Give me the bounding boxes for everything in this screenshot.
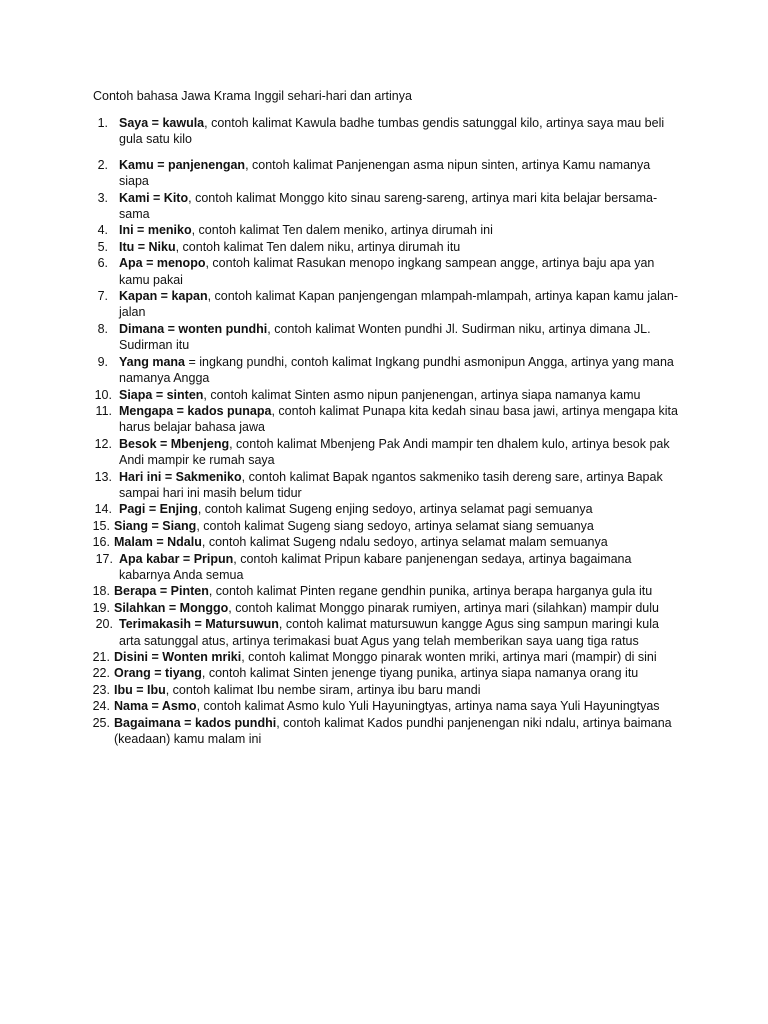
list-item — [0, 616, 768, 649]
list-item — [0, 649, 768, 665]
list-item — [0, 551, 768, 584]
list-item — [0, 469, 768, 502]
list-item — [0, 501, 768, 517]
item-term: Nama = Asmo — [114, 699, 197, 714]
item-term: Bagaimana = kados pundhi — [114, 715, 277, 730]
list-item — [0, 115, 768, 148]
item-text: , contoh kalimat Sinten jenenge tiyang punika, artinya siapa namanya orang itu — [201, 666, 639, 681]
item-text: , contoh kalimat Sugeng siang sedoyo, artinya selamat siang semuanya — [196, 518, 594, 533]
item-text: , contoh kalimat Ten dalem niku, artinya dirumah itu — [175, 239, 461, 254]
item-text: , contoh kalimat Kawula badhe tumbas gendis satunggal kilo, artinya saya mau beli gula satu kilo — [119, 116, 665, 147]
list-item — [0, 387, 768, 403]
list-item — [0, 403, 768, 436]
item-term: Berapa = Pinten — [114, 584, 209, 599]
item-number: 10. — [94, 387, 112, 402]
vocabulary-list — [0, 115, 768, 747]
list-item — [0, 321, 768, 354]
item-term: Terimakasih = Matursuwun — [119, 617, 279, 632]
item-text: , contoh kalimat Sugeng enjing sedoyo, artinya selamat pagi semuanya — [197, 502, 593, 517]
list-item — [0, 583, 768, 599]
list-item — [0, 518, 768, 534]
list-item — [0, 600, 768, 616]
item-number: 7. — [97, 289, 108, 304]
item-text: , contoh kalimat Asmo kulo Yuli Hayuningtyas, artinya nama saya Yuli Hayuningtyas — [196, 699, 660, 714]
item-term: Siapa = sinten — [119, 387, 204, 402]
item-number: 13. — [94, 469, 112, 484]
item-text: , contoh kalimat Ibu nembe siram, artinya ibu baru mandi — [165, 682, 481, 697]
item-number: 4. — [97, 223, 108, 238]
item-number: 15. — [92, 518, 110, 533]
item-text: , contoh kalimat Kados pundhi panjenengan niki ndalu, artinya baimana (keadaan) kamu malam ini — [114, 715, 672, 747]
item-number: 2. — [97, 157, 108, 172]
item-term: Hari ini = Sakmeniko — [119, 469, 242, 484]
list-item — [0, 190, 768, 223]
item-text: , contoh kalimat Monggo pinarak wonten mriki, artinya mari (mampir) di sini — [241, 650, 657, 664]
item-term: Orang = tiyang — [114, 666, 202, 681]
item-text: , contoh kalimat Sinten asmo nipun panjenengan, artinya siapa namanya kamu — [203, 387, 641, 402]
list-item — [0, 222, 768, 238]
item-term: Yang mana — [119, 354, 185, 369]
item-number: 25. — [92, 715, 110, 730]
item-text: , contoh kalimat Mbenjeng Pak Andi mampir ten dhalem kulo, artinya besok pak Andi mampir ke rumah saya — [119, 436, 670, 468]
item-text: , contoh kalimat Punapa kita kedah sinau basa jawi, artinya mengapa kita harus belajar bahasa jawa — [119, 403, 678, 435]
item-term: Besok = Mbenjeng — [119, 436, 230, 451]
item-number: 5. — [97, 239, 108, 254]
item-text: , contoh kalimat Ten dalem meniko, artinya dirumah ini — [191, 223, 493, 238]
item-number: 1. — [97, 116, 108, 130]
item-text: = ingkang pundhi, contoh kalimat Ingkang pundhi asmonipun Angga, artinya yang mana namanya Angga — [119, 354, 674, 386]
item-number: 24. — [92, 699, 110, 714]
item-number: 23. — [92, 682, 110, 697]
item-number: 21. — [92, 650, 110, 664]
item-text: , contoh kalimat Panjenengan asma nipun sinten, artinya Kamu namanya siapa — [119, 157, 651, 189]
list-item — [0, 354, 768, 387]
item-term: Kapan = kapan — [119, 289, 208, 304]
list-item — [0, 255, 768, 288]
item-number: 16. — [92, 535, 110, 550]
item-text: , contoh kalimat Wonten pundhi Jl. Sudirman niku, artinya dimana JL. Sudirman itu — [119, 321, 651, 353]
document-title: Contoh bahasa Jawa Krama Inggil sehari-hari dan artinya — [93, 89, 412, 103]
item-term: Dimana = wonten pundhi — [119, 321, 268, 336]
item-term: Apa kabar = Pripun — [119, 551, 234, 566]
list-item — [0, 157, 768, 190]
list-item — [0, 715, 768, 748]
item-number: 14. — [94, 502, 112, 517]
item-number: 3. — [97, 190, 108, 205]
item-term: Disini = Wonten mriki — [114, 650, 242, 664]
item-number: 8. — [97, 321, 108, 336]
item-term: Apa = menopo — [119, 256, 206, 271]
item-number: 12. — [94, 436, 112, 451]
item-number: 17. — [95, 551, 113, 566]
list-item — [0, 665, 768, 681]
item-term: Siang = Siang — [114, 518, 197, 533]
item-text: , contoh kalimat Kapan panjengengan mlampah-mlampah, artinya kapan kamu jalan-jalan — [119, 289, 678, 320]
list-item — [0, 682, 768, 698]
list-item — [0, 698, 768, 714]
item-number: 19. — [92, 600, 110, 615]
item-number: 6. — [97, 256, 108, 271]
list-item — [0, 288, 768, 321]
item-text: , contoh kalimat Pripun kabare panjenengan sedaya, artinya bagaimana kabarnya Anda semua — [119, 551, 632, 582]
item-term: Malam = Ndalu — [114, 535, 202, 550]
item-text: , contoh kalimat Sugeng ndalu sedoyo, artinya selamat malam semuanya — [201, 535, 608, 550]
item-term: Kami = Kito — [119, 190, 189, 205]
item-text: , contoh kalimat Pinten regane gendhin punika, artinya berapa harganya gula itu — [208, 584, 653, 599]
item-number: 9. — [97, 354, 108, 369]
list-item — [0, 239, 768, 255]
item-term: Ini = meniko — [119, 223, 192, 238]
item-number: 18. — [92, 584, 110, 599]
item-text: , contoh kalimat Monggo kito sinau sareng-sareng, artinya mari kita belajar bersama-sama — [119, 190, 658, 222]
item-text: , contoh kalimat Rasukan menopo ingkang sampean angge, artinya baju apa yan kamu pakai — [119, 256, 655, 287]
item-text: , contoh kalimat Monggo pinarak rumiyen, artinya mari (silahkan) mampir dulu — [228, 600, 659, 615]
item-term: Kamu = panjenengan — [119, 157, 246, 172]
item-term: Itu = Niku — [119, 239, 176, 254]
list-item — [0, 534, 768, 550]
item-number: 11. — [95, 403, 112, 418]
item-term: Ibu = Ibu — [114, 682, 166, 697]
item-number: 20. — [95, 617, 113, 632]
item-term: Pagi = Enjing — [119, 502, 198, 517]
item-term: Mengapa = kados punapa — [119, 403, 272, 418]
item-number: 22. — [92, 666, 110, 681]
item-text: , contoh kalimat Bapak ngantos sakmeniko tasih dereng sare, artinya Bapak sampai hari ini masih belum tidur — [119, 469, 663, 500]
item-text: , contoh kalimat matursuwun kangge Agus sing sampun maringi kula arta satunggal atus, artinya terimakasi buat Agus yang telah memberikan saya uang tiga ratus — [119, 617, 659, 648]
list-item — [0, 436, 768, 469]
item-term: Saya = kawula — [119, 116, 205, 130]
item-term: Silahkan = Monggo — [114, 600, 229, 615]
